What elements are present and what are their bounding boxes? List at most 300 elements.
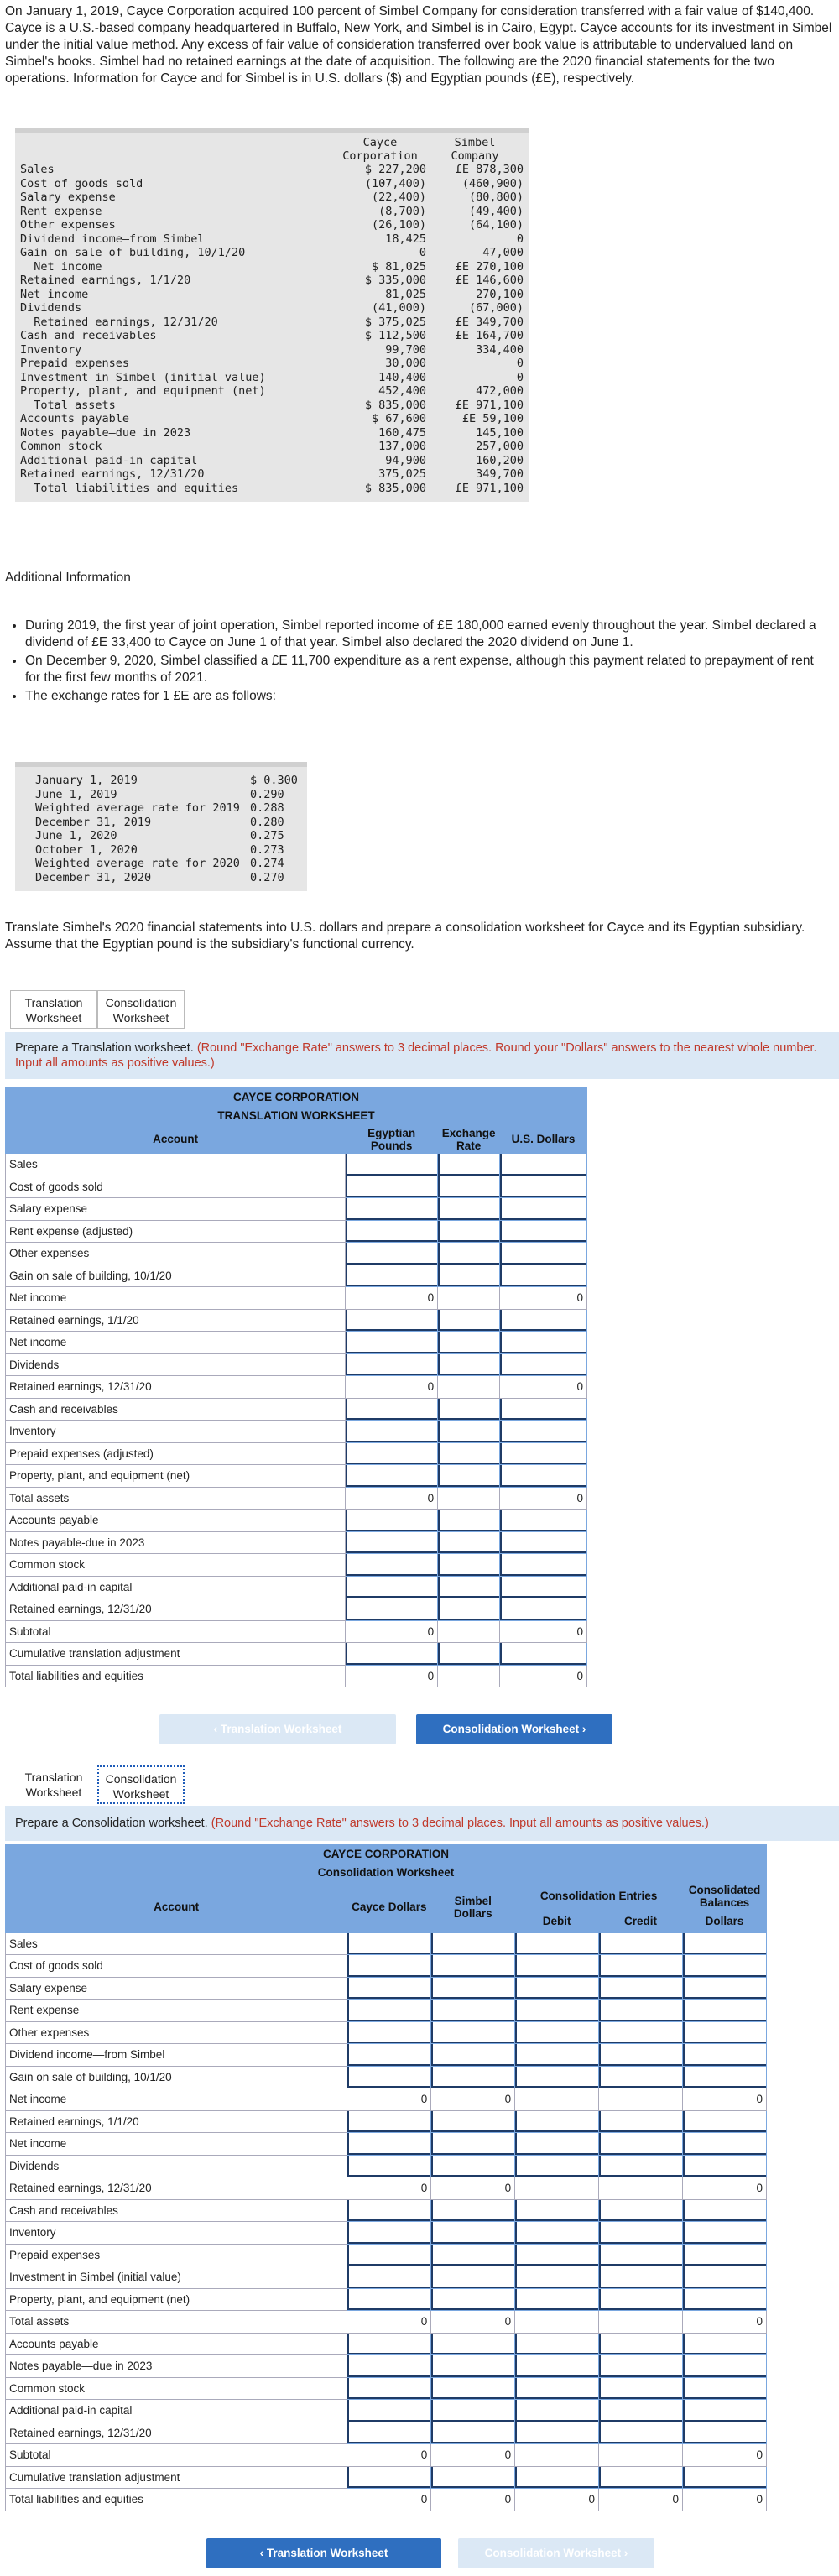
debit-input[interactable] [515, 2021, 599, 2044]
balance-input[interactable] [682, 2266, 766, 2289]
account-label: Common stock [6, 2377, 347, 2400]
debit-input[interactable] [515, 2377, 599, 2400]
simbel-value: £E 59,100 [461, 412, 524, 425]
next-consolidation-button-2[interactable]: Consolidation Worksheet › [458, 2538, 654, 2568]
egyptian-input[interactable] [346, 1442, 438, 1465]
cayce-input[interactable] [347, 2110, 431, 2133]
usd-input[interactable] [500, 1465, 587, 1488]
egyptian-input[interactable] [346, 1531, 438, 1554]
tab-translation[interactable] [10, 990, 97, 1029]
table-row [6, 1332, 587, 1354]
debit-input[interactable] [515, 2355, 599, 2378]
credit-input[interactable] [599, 2021, 683, 2044]
rate-date: Weighted average rate for 2020 [35, 857, 240, 870]
debit-input[interactable] [515, 2288, 599, 2311]
simbel-input[interactable] [431, 2377, 515, 2400]
translation-instruction-banner [5, 1032, 839, 1079]
table-row [6, 2199, 767, 2222]
credit-input[interactable] [599, 2288, 683, 2311]
row-label: Investment in Simbel (initial value) [20, 370, 266, 384]
cayce-input[interactable] [347, 2355, 431, 2378]
simbel-input[interactable] [431, 2244, 515, 2266]
balance-total: 0 [682, 2311, 766, 2334]
egyptian-input[interactable] [346, 1220, 438, 1243]
egyptian-input[interactable] [346, 1353, 438, 1376]
table-row [15, 426, 529, 441]
simbel-input[interactable] [431, 1977, 515, 2000]
rate-date: January 1, 2019 [35, 774, 138, 787]
credit-input[interactable] [599, 1977, 683, 2000]
account-label: Total assets [6, 1487, 346, 1510]
usd-input[interactable] [500, 1576, 587, 1598]
col-credit: Credit [599, 1911, 683, 1933]
cayce-header-1: Cayce [362, 136, 398, 149]
debit-input[interactable] [515, 2000, 599, 2022]
table-row [6, 2266, 767, 2289]
rate-date: December 31, 2020 [35, 870, 152, 884]
banner-note: (Round "Exchange Rate" answers to 3 decimal places. Round your "Dollars" answers to the nearest whole number. Input all amounts as positive values.) [15, 1041, 817, 1070]
prev-translation-button-2[interactable]: ‹ Translation Worksheet [206, 2538, 441, 2568]
table-row [15, 232, 529, 247]
table-row [6, 2155, 767, 2177]
rate-input[interactable] [438, 1531, 500, 1554]
egyptian-input[interactable] [346, 1309, 438, 1332]
trans-company: CAYCE CORPORATION [6, 1088, 587, 1107]
rate-input[interactable] [438, 1154, 500, 1176]
debit-input[interactable] [515, 2066, 599, 2088]
rate-input[interactable] [438, 1353, 500, 1376]
rate-input[interactable] [438, 1265, 500, 1287]
rate-value: $ 0.300 [250, 774, 298, 787]
simbel-value: 334,400 [476, 342, 524, 357]
cayce-value: $ 67,600 [371, 412, 426, 425]
table-row [6, 2355, 767, 2378]
cayce-value: 81,025 [385, 287, 426, 301]
account-label: Inventory [6, 2222, 347, 2245]
additional-info-title: Additional Information [5, 571, 131, 585]
egyptian-input[interactable] [346, 1198, 438, 1221]
table-row [15, 399, 529, 413]
cayce-value: $ 81,025 [371, 259, 426, 274]
credit-input[interactable] [599, 2422, 683, 2444]
rate-input[interactable] [438, 1576, 500, 1598]
credit-input[interactable] [599, 2355, 683, 2378]
financial-statements [15, 128, 529, 502]
balance-input[interactable] [682, 2244, 766, 2266]
usd-input[interactable] [500, 1554, 587, 1577]
balance-input[interactable] [682, 2021, 766, 2044]
debit-total [515, 2311, 599, 2334]
credit-input[interactable] [599, 1955, 683, 1978]
balance-input[interactable] [682, 2400, 766, 2422]
table-row [6, 1620, 587, 1643]
balance-input[interactable] [682, 2333, 766, 2355]
rate-date: October 1, 2020 [35, 842, 138, 857]
row-label: Prepaid expenses [20, 357, 130, 370]
table-row [6, 1955, 767, 1978]
credit-input[interactable] [599, 2333, 683, 2355]
egyptian-input[interactable] [346, 1243, 438, 1265]
tab-consolidation[interactable] [97, 990, 185, 1029]
table-row [6, 2110, 767, 2133]
usd-input[interactable] [500, 1265, 587, 1287]
rate-blank [438, 1287, 500, 1310]
balance-input[interactable] [682, 2066, 766, 2088]
debit-input[interactable] [515, 1977, 599, 2000]
account-label: Retained earnings, 12/31/20 [6, 2177, 347, 2200]
simbel-input[interactable] [431, 2044, 515, 2067]
egyptian-input[interactable] [346, 1265, 438, 1287]
account-label: Total assets [6, 2311, 347, 2334]
egyptian-total: 0 [346, 1620, 438, 1643]
usd-input[interactable] [500, 1442, 587, 1465]
rate-input[interactable] [438, 1598, 500, 1621]
table-row [15, 205, 529, 219]
table-row [15, 829, 307, 843]
egyptian-input[interactable] [346, 1465, 438, 1488]
additional-info-list [8, 618, 831, 707]
balance-input[interactable] [682, 2222, 766, 2245]
egyptian-input[interactable] [346, 1176, 438, 1198]
debit-input[interactable] [515, 2466, 599, 2489]
balance-input[interactable] [682, 2422, 766, 2444]
account-label: Retained earnings, 12/31/20 [6, 1376, 346, 1399]
cayce-header-2: Corporation [342, 149, 418, 163]
debit-input[interactable] [515, 2266, 599, 2289]
credit-input[interactable] [599, 2244, 683, 2266]
table-row [6, 1265, 587, 1287]
credit-input[interactable] [599, 2000, 683, 2022]
table-row [6, 2000, 767, 2022]
simbel-input[interactable] [431, 2155, 515, 2177]
account-label: Other expenses [6, 2021, 347, 2044]
egyptian-input[interactable] [346, 1510, 438, 1532]
balance-input[interactable] [682, 2044, 766, 2067]
balance-input[interactable] [682, 2155, 766, 2177]
table-row [6, 1309, 587, 1332]
usd-input[interactable] [500, 1643, 587, 1666]
cayce-input[interactable] [347, 2377, 431, 2400]
simbel-input[interactable] [431, 1955, 515, 1978]
balance-input[interactable] [682, 1977, 766, 2000]
balance-input[interactable] [682, 1932, 766, 1955]
simbel-input[interactable] [431, 2422, 515, 2444]
usd-input[interactable] [500, 1598, 587, 1621]
usd-total: 0 [500, 1620, 587, 1643]
tab-label: Worksheet [112, 1011, 169, 1025]
tab-consolidation-2[interactable] [97, 1765, 185, 1804]
cayce-input[interactable] [347, 2021, 431, 2044]
egyptian-input[interactable] [346, 1332, 438, 1354]
cayce-input[interactable] [347, 2288, 431, 2311]
balance-input[interactable] [682, 2000, 766, 2022]
table-row [6, 1643, 587, 1666]
balance-input[interactable] [682, 1955, 766, 1978]
table-row [6, 2444, 767, 2467]
rate-input[interactable] [438, 1198, 500, 1221]
rate-input[interactable] [438, 1243, 500, 1265]
row-label: Retained earnings, 1/1/20 [20, 274, 191, 287]
rate-input[interactable] [438, 1309, 500, 1332]
rate-input[interactable] [438, 1332, 500, 1354]
balance-input[interactable] [682, 2288, 766, 2311]
cayce-input[interactable] [347, 2422, 431, 2444]
credit-input[interactable] [599, 2222, 683, 2245]
account-label: Retained earnings, 12/31/20 [6, 1598, 346, 1621]
tab-label: Worksheet [25, 1786, 82, 1799]
usd-input[interactable] [500, 1421, 587, 1443]
row-label: Dividend income—from Simbel [20, 232, 205, 246]
row-label: Total assets [20, 398, 116, 412]
account-label: Cash and receivables [6, 2199, 347, 2222]
table-row [6, 2466, 767, 2489]
debit-input[interactable] [515, 2333, 599, 2355]
debit-input[interactable] [515, 1955, 599, 1978]
cayce-input[interactable] [347, 2133, 431, 2156]
next-consolidation-button[interactable]: Consolidation Worksheet › [416, 1714, 612, 1744]
rate-input[interactable] [438, 1176, 500, 1198]
credit-input[interactable] [599, 2155, 683, 2177]
worksheet-tabs [10, 990, 185, 1029]
egyptian-total: 0 [346, 1376, 438, 1399]
account-label: Salary expense [6, 1198, 346, 1221]
rate-input[interactable] [438, 1421, 500, 1443]
cayce-input[interactable] [347, 2333, 431, 2355]
egyptian-input[interactable] [346, 1154, 438, 1176]
rate-value: 0.280 [250, 815, 284, 829]
cayce-value: 94,900 [385, 453, 426, 467]
tab-translation-2[interactable] [10, 1765, 97, 1804]
table-row [15, 467, 529, 482]
credit-input[interactable] [599, 2066, 683, 2088]
usd-input[interactable] [500, 1176, 587, 1198]
exchange-rates-table [15, 762, 307, 891]
credit-input[interactable] [599, 2377, 683, 2400]
cayce-input[interactable] [347, 2466, 431, 2489]
cayce-input[interactable] [347, 2044, 431, 2067]
usd-input[interactable] [500, 1353, 587, 1376]
credit-total [599, 2444, 683, 2467]
balance-input[interactable] [682, 2110, 766, 2133]
credit-input[interactable] [599, 2400, 683, 2422]
usd-input[interactable] [500, 1309, 587, 1332]
rate-date: June 1, 2019 [35, 787, 117, 801]
table-row [6, 2333, 767, 2355]
table-row [6, 1510, 587, 1532]
debit-input[interactable] [515, 2222, 599, 2245]
row-label: Net income [20, 287, 89, 301]
usd-input[interactable] [500, 1243, 587, 1265]
simbel-total: 0 [431, 2444, 515, 2467]
egyptian-input[interactable] [346, 1643, 438, 1666]
simbel-total: 0 [431, 2088, 515, 2111]
debit-input[interactable] [515, 2155, 599, 2177]
usd-input[interactable] [500, 1531, 587, 1554]
simbel-total: 0 [431, 2311, 515, 2334]
table-row [15, 274, 529, 288]
balance-input[interactable] [682, 2355, 766, 2378]
table-row [6, 2044, 767, 2067]
banner-note: (Round "Exchange Rate" answers to 3 decimal places. Input all amounts as positive values.) [211, 1817, 709, 1830]
simbel-value: 257,000 [476, 440, 524, 453]
simbel-input[interactable] [431, 2110, 515, 2133]
credit-total [599, 2311, 683, 2334]
credit-input[interactable] [599, 2110, 683, 2133]
credit-input[interactable] [599, 2199, 683, 2222]
rate-input[interactable] [438, 1442, 500, 1465]
debit-total [515, 2177, 599, 2200]
simbel-value: (80,800) [468, 190, 524, 204]
account-label: Property, plant, and equipment (net) [6, 2288, 347, 2311]
tab-label: Consolidation [105, 996, 177, 1009]
credit-total [599, 2088, 683, 2111]
cayce-input[interactable] [347, 2266, 431, 2289]
simbel-input[interactable] [431, 2288, 515, 2311]
tab-label: Worksheet [25, 1011, 82, 1025]
simbel-value: 145,100 [476, 425, 524, 440]
cayce-value: 375,025 [378, 467, 426, 481]
balance-input[interactable] [682, 2133, 766, 2156]
simbel-input[interactable] [431, 2222, 515, 2245]
debit-total: 0 [515, 2489, 599, 2511]
account-label: Retained earnings, 12/31/20 [6, 2422, 347, 2444]
debit-input[interactable] [515, 2110, 599, 2133]
debit-input[interactable] [515, 2422, 599, 2444]
col-simbel-dollars: Simbel Dollars [431, 1882, 515, 1933]
account-label: Net income [6, 1332, 346, 1354]
rate-input[interactable] [438, 1465, 500, 1488]
cayce-input[interactable] [347, 2066, 431, 2088]
credit-input[interactable] [599, 2133, 683, 2156]
simbel-value: £E 971,100 [455, 481, 524, 495]
cayce-input[interactable] [347, 2155, 431, 2177]
simbel-input[interactable] [431, 2355, 515, 2378]
cayce-value: 0 [419, 246, 426, 259]
cayce-input[interactable] [347, 2199, 431, 2222]
banner-main: Prepare a Translation worksheet. [15, 1041, 197, 1055]
table-row [6, 1465, 587, 1488]
cayce-total: 0 [347, 2444, 431, 2467]
simbel-input[interactable] [431, 2066, 515, 2088]
rate-input[interactable] [438, 1643, 500, 1666]
rate-input[interactable] [438, 1220, 500, 1243]
account-label: Other expenses [6, 1243, 346, 1265]
cayce-input[interactable] [347, 2400, 431, 2422]
usd-total: 0 [500, 1665, 587, 1687]
rate-value: 0.273 [250, 842, 284, 857]
cayce-total: 0 [347, 2088, 431, 2111]
usd-input[interactable] [500, 1220, 587, 1243]
cayce-value: $ 112,500 [364, 329, 426, 342]
debit-input[interactable] [515, 2244, 599, 2266]
rate-value: 0.275 [250, 829, 284, 842]
tab-label: Translation [24, 996, 83, 1009]
account-label: Cost of goods sold [6, 1176, 346, 1198]
simbel-input[interactable] [431, 2199, 515, 2222]
balance-total: 0 [682, 2177, 766, 2200]
table-row [6, 1598, 587, 1621]
debit-input[interactable] [515, 1932, 599, 1955]
account-label: Property, plant, and equipment (net) [6, 1465, 346, 1488]
credit-input[interactable] [599, 2266, 683, 2289]
simbel-input[interactable] [431, 2133, 515, 2156]
simbel-value: 160,200 [476, 453, 524, 467]
debit-input[interactable] [515, 2133, 599, 2156]
rate-date: June 1, 2020 [35, 829, 117, 842]
egyptian-input[interactable] [346, 1421, 438, 1443]
egyptian-input[interactable] [346, 1598, 438, 1621]
credit-input[interactable] [599, 2466, 683, 2489]
egyptian-input[interactable] [346, 1576, 438, 1598]
simbel-value: 270,100 [476, 287, 524, 301]
table-row [15, 315, 529, 330]
cayce-input[interactable] [347, 2000, 431, 2022]
simbel-value: 349,700 [476, 467, 524, 481]
cayce-value: 99,700 [385, 342, 426, 357]
usd-input[interactable] [500, 1154, 587, 1176]
cayce-input[interactable] [347, 1932, 431, 1955]
cayce-input[interactable] [347, 2244, 431, 2266]
list-item: • On December 9, 2020, Simbel classified a £E 11,700 expenditure as a rent expense, although this payment related to prepayment of rent for the first few months of 2021. [25, 653, 831, 686]
cayce-value: 140,400 [378, 370, 426, 384]
rate-input[interactable] [438, 1510, 500, 1532]
usd-input[interactable] [500, 1198, 587, 1221]
egyptian-input[interactable] [346, 1398, 438, 1421]
table-row [6, 1531, 587, 1554]
egyptian-input[interactable] [346, 1554, 438, 1577]
simbel-input[interactable] [431, 2400, 515, 2422]
col-dollars: Dollars [682, 1911, 766, 1933]
cayce-input[interactable] [347, 2222, 431, 2245]
simbel-input[interactable] [431, 2021, 515, 2044]
row-label: Inventory [20, 342, 82, 357]
simbel-input[interactable] [431, 2000, 515, 2022]
rate-input[interactable] [438, 1398, 500, 1421]
usd-input[interactable] [500, 1510, 587, 1532]
table-row [15, 482, 529, 496]
usd-input[interactable] [500, 1332, 587, 1354]
simbel-input[interactable] [431, 1932, 515, 1955]
debit-input[interactable] [515, 2044, 599, 2067]
cayce-input[interactable] [347, 1977, 431, 2000]
balance-input[interactable] [682, 2377, 766, 2400]
cayce-input[interactable] [347, 1955, 431, 1978]
simbel-input[interactable] [431, 2333, 515, 2355]
prev-translation-button[interactable]: ‹ Translation Worksheet [159, 1714, 396, 1744]
col-exchange-rate: Exchange Rate [438, 1125, 500, 1154]
simbel-input[interactable] [431, 2266, 515, 2289]
account-label: Sales [6, 1932, 347, 1955]
debit-input[interactable] [515, 2400, 599, 2422]
credit-input[interactable] [599, 1932, 683, 1955]
rate-input[interactable] [438, 1554, 500, 1577]
credit-input[interactable] [599, 2044, 683, 2067]
simbel-input[interactable] [431, 2466, 515, 2489]
list-item: • During 2019, the first year of joint operation, Simbel reported income of £E 180,000 earned evenly throughout the year. Simbel declared a dividend of £E 33,400 to Cayce on June 1 of that year. Simbel also declared the 2020 dividend on June 1. [25, 618, 831, 651]
row-label: Total liabilities and equities [20, 481, 239, 495]
balance-input[interactable] [682, 2199, 766, 2222]
cons-title: Consolidation Worksheet [6, 1864, 767, 1882]
rate-value: 0.274 [250, 857, 284, 870]
balance-total: 0 [682, 2489, 766, 2511]
usd-input[interactable] [500, 1398, 587, 1421]
cayce-value: (26,100) [371, 218, 426, 232]
row-label: Gain on sale of building, 10/1/20 [20, 246, 246, 259]
worksheet-tabs-2 [10, 1765, 185, 1804]
debit-input[interactable] [515, 2199, 599, 2222]
table-row [15, 357, 529, 371]
balance-input[interactable] [682, 2466, 766, 2489]
